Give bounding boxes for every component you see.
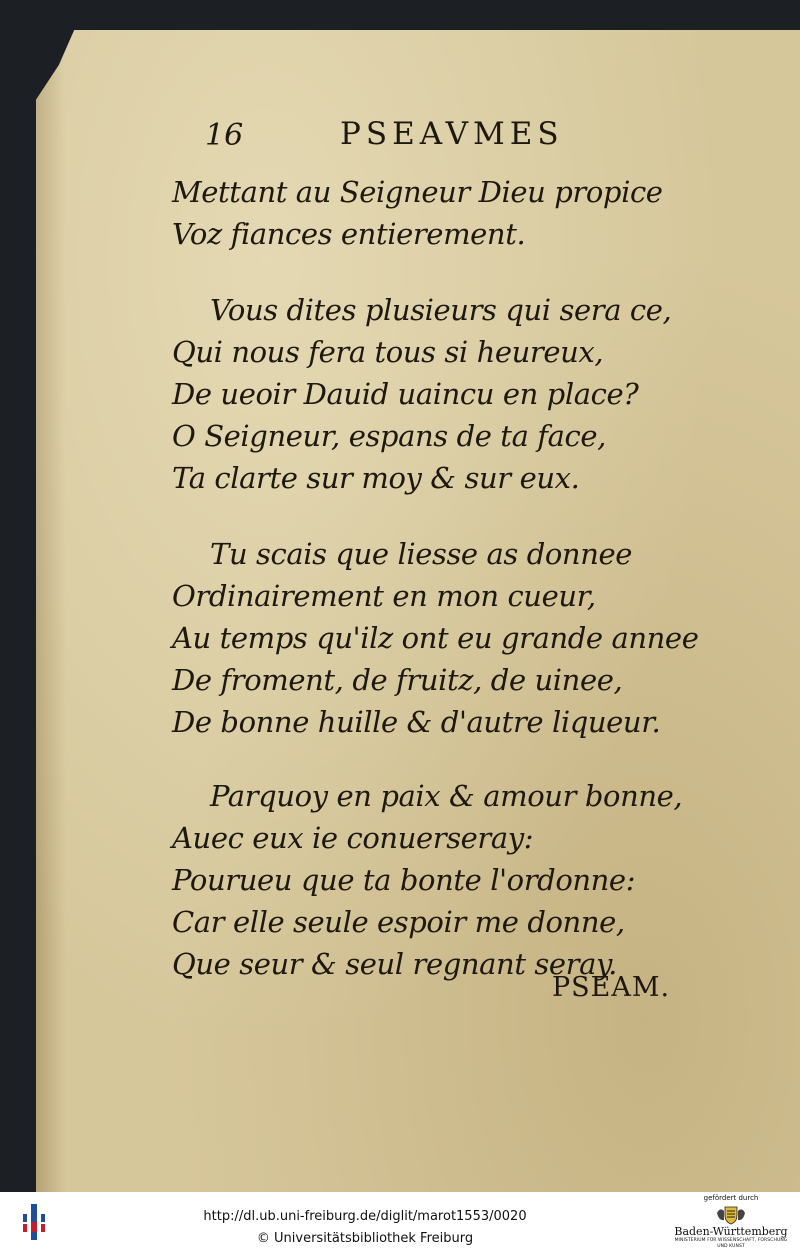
stanza-first-line: Tu scais que liesse as donnee [210, 537, 632, 571]
catchword: PSEAM. [552, 972, 671, 1003]
document-url-link[interactable]: http://dl.ub.uni-freiburg.de/diglit/marot1553/0020 [203, 1209, 527, 1224]
page-number: 16 [205, 118, 244, 153]
stanza-first-line: Parquoy en paix & amour bonne, [210, 779, 683, 813]
sponsor-label: gefördert durch [703, 1194, 759, 1202]
poem-line: Auec eux ie conuerseray: [172, 821, 534, 855]
poem-line: Voz fiances entierement. [172, 217, 526, 251]
poem-line: Qui nous fera tous si heureux, [172, 335, 604, 369]
sponsor-name: Baden-Württemberg [674, 1225, 788, 1238]
poem-line: De bonne huille & d'autre liqueur. [172, 705, 661, 739]
page-header [205, 112, 565, 162]
poem-line: Mettant au Seigneur Dieu propice [172, 175, 663, 209]
sponsor-ministry: MINISTERIUM FÜR WISSENSCHAFT, FORSCHUNG UND KUNST [674, 1238, 788, 1249]
poem-line: Ordinairement en mon cueur, [172, 579, 596, 613]
poem-line: Pourueu que ta bonte l'ordonne: [172, 863, 636, 897]
poem-line: Car elle seule espoir me donne, [172, 905, 625, 939]
viewer-footer [0, 1192, 800, 1252]
poem-line: O Seigneur, espans de ta face, [172, 419, 606, 453]
poem-line: Au temps qu'ilz ont eu grande annee [172, 621, 699, 655]
poem-line: Ta clarte sur moy & sur eux. [172, 461, 580, 495]
poem-line: Que seur & seul regnant seray. [172, 947, 617, 981]
sponsor-badge[interactable] [672, 1194, 790, 1250]
poem-line: De ueoir Dauid uaincu en place? [172, 377, 639, 411]
copyright-notice: © Universitätsbibliothek Freiburg [256, 1231, 474, 1246]
poem-line: De froment, de fruitz, de uinee, [172, 663, 623, 697]
running-title: PSEAVMES [340, 116, 564, 152]
coat-of-arms-icon [714, 1205, 748, 1225]
stanza-first-line: Vous dites plusieurs qui sera ce, [210, 293, 672, 327]
